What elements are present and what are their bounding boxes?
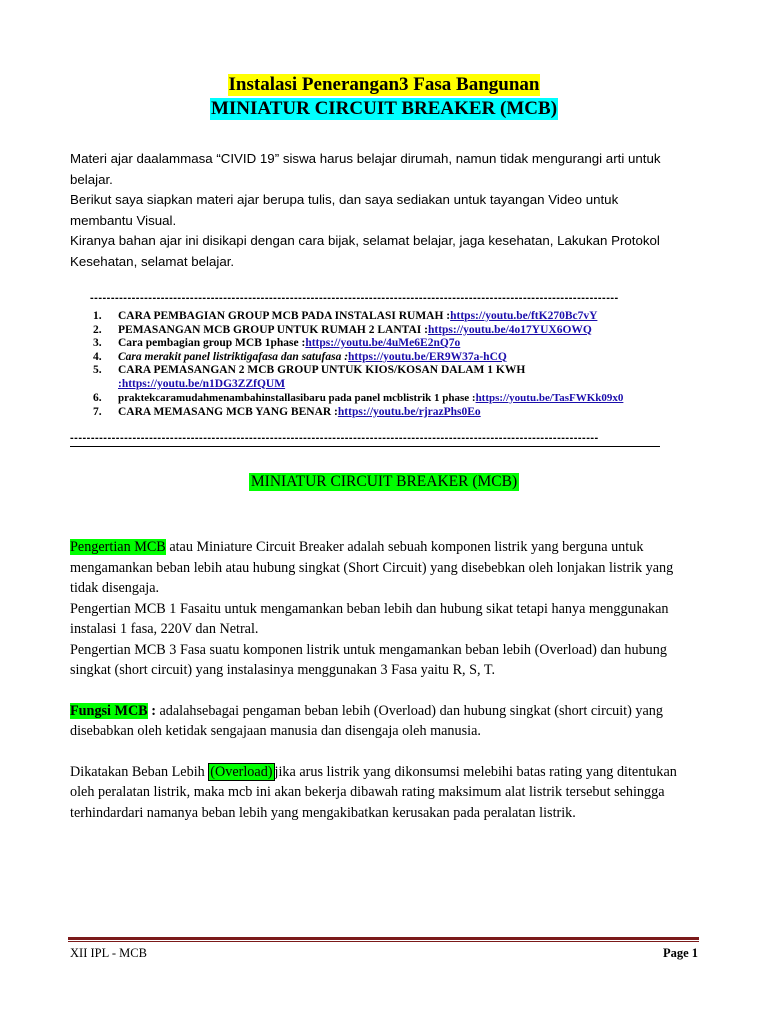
list-number: 2. [93, 323, 102, 336]
overload-highlight: (Overload) [210, 763, 273, 780]
list-number: 6. [93, 392, 102, 404]
list-item [90, 337, 710, 351]
footer-course-label: XII IPL - MCB [70, 946, 147, 960]
footer-page-number: Page 1 [662, 946, 698, 960]
video-link[interactable]: https://youtu.be/rjrazPhs0Eo [337, 405, 481, 418]
list-item [90, 364, 710, 391]
section-heading-text: MINIATUR CIRCUIT BREAKER (MCB) [250, 473, 518, 490]
beban-pre-text: Dikatakan Beban Lebih [70, 763, 209, 780]
intro-section [70, 149, 680, 272]
dashed-divider-bottom: ------------------------------------------------------------------------------------------------------------------------------- [70, 433, 599, 443]
list-item [90, 351, 710, 365]
pengertian-label: Pengertian MCB [70, 539, 166, 555]
spacer [70, 742, 700, 762]
video-link[interactable]: https://youtu.be/TasFWKk09x0 [475, 392, 624, 404]
intro-paragraph-1: Materi ajar daalammasa “CIVID 19” siswa harus belajar dirumah, namun tidak mengurangi arti untuk belajar. [70, 151, 661, 187]
list-item [90, 310, 710, 324]
list-item-text: Cara merakit panel listriktigafasa dan satufasa : [118, 350, 349, 363]
section-heading [0, 473, 768, 491]
list-number: 3. [93, 337, 102, 349]
video-link[interactable]: :https://youtu.be/n1DG3ZZfQUM [118, 377, 286, 390]
beban-lebih-paragraph [70, 762, 700, 824]
beban-post-text: jika arus listrik yang dikonsumsi melebihi batas rating yang ditentukan oleh peralatan listrik, maka mcb ini akan bekerja dibawah rating maksimum alat listrik tersebut sehingga terhindardari namanya beban lebih yang mengakibatkan kerusakan pada peralatan listrik. [70, 763, 677, 821]
fungsi-paragraph [70, 701, 700, 742]
title-block [0, 74, 768, 120]
list-number: 4. [93, 350, 102, 363]
list-item-text: CARA MEMASANG MCB YANG BENAR : [118, 405, 338, 418]
list-number: 5. [93, 364, 102, 376]
pengertian-paragraph [70, 537, 700, 599]
list-item [90, 324, 710, 338]
fungsi-colon: : [147, 702, 156, 719]
video-link[interactable]: https://youtu.be/ER9W37a-hCQ [348, 350, 507, 363]
fungsi-label: Fungsi MCB [70, 702, 148, 719]
list-item-text: CARA PEMBAGIAN GROUP MCB PADA INSTALASI RUMAH : [118, 310, 451, 322]
footer-rule-thick [68, 937, 699, 940]
video-link[interactable]: https://youtu.be/4uMe6E2nQ7o [305, 337, 461, 349]
document-subtitle: MINIATUR CIRCUIT BREAKER (MCB) [210, 98, 558, 119]
list-item-text: PEMASANGAN MCB GROUP UNTUK RUMAH 2 LANTAI : [118, 323, 428, 336]
intro-paragraph-2: Berikut saya siapkan materi ajar berupa tulis, dan saya sediakan untuk tayangan Video untuk membantu Visual. [70, 192, 619, 228]
pengertian-3fasa-paragraph: Pengertian MCB 3 Fasa suatu komponen listrik untuk mengamankan beban lebih (Overload) dan hubung singkat (short circuit) yang instalasinya menggunakan 3 Fasa yaitu R, S, T. [70, 641, 667, 678]
pengertian-text: atau Miniature Circuit Breaker adalah sebuah komponen listrik yang berguna untuk mengamankan beban lebih atau hubung singkat (Short Circuit) yang disebebkan oleh lonjakan listrik yang tidak disengaja. [70, 539, 674, 596]
list-item-text: praktekcaramudahmenambahinstallasibaru pada panel mcblistrik 1 phase : [118, 392, 476, 404]
list-number: 7. [93, 405, 102, 418]
video-link[interactable]: https://youtu.be/4o17YUX6OWQ [427, 323, 592, 336]
list-number: 1. [93, 310, 102, 322]
spacer [70, 681, 700, 701]
video-link[interactable]: https://youtu.be/ftK270Bc7vY [450, 310, 598, 322]
document-title: Instalasi Penerangan3 Fasa Bangunan [228, 74, 540, 95]
list-item [90, 392, 710, 406]
intro-paragraph-3: Kiranya bahan ajar ini disikapi dengan cara bijak, selamat belajar, jaga kesehatan, Lakukan Protokol Kesehatan, selamat belajar. [70, 233, 660, 269]
list-item [90, 406, 710, 420]
list-item-text: Cara pembagian group MCB 1phase : [118, 337, 306, 349]
video-link-list [90, 310, 710, 419]
dashed-divider-top: ------------------------------------------------------------------------------------------------------------------------------- [90, 293, 619, 303]
body-text [70, 537, 700, 823]
fungsi-text: adalahsebagai pengaman beban lebih (Overload) dan hubung singkat (short circuit) yang disebabkan oleh ketidak sengajaan manusia dan disengaja oleh manusia. [70, 702, 663, 739]
horizontal-rule [70, 446, 660, 447]
list-item-text: CARA PEMASANGAN 2 MCB GROUP UNTUK KIOS/KOSAN DALAM 1 KWH [118, 364, 526, 376]
pengertian-1fasa-paragraph: Pengertian MCB 1 Fasaitu untuk mengamankan beban lebih dan hubung sikat tetapi hanya menggunakan instalasi 1 fasa, 220V dan Netral. [70, 600, 669, 637]
footer-rule-thin [68, 941, 699, 942]
